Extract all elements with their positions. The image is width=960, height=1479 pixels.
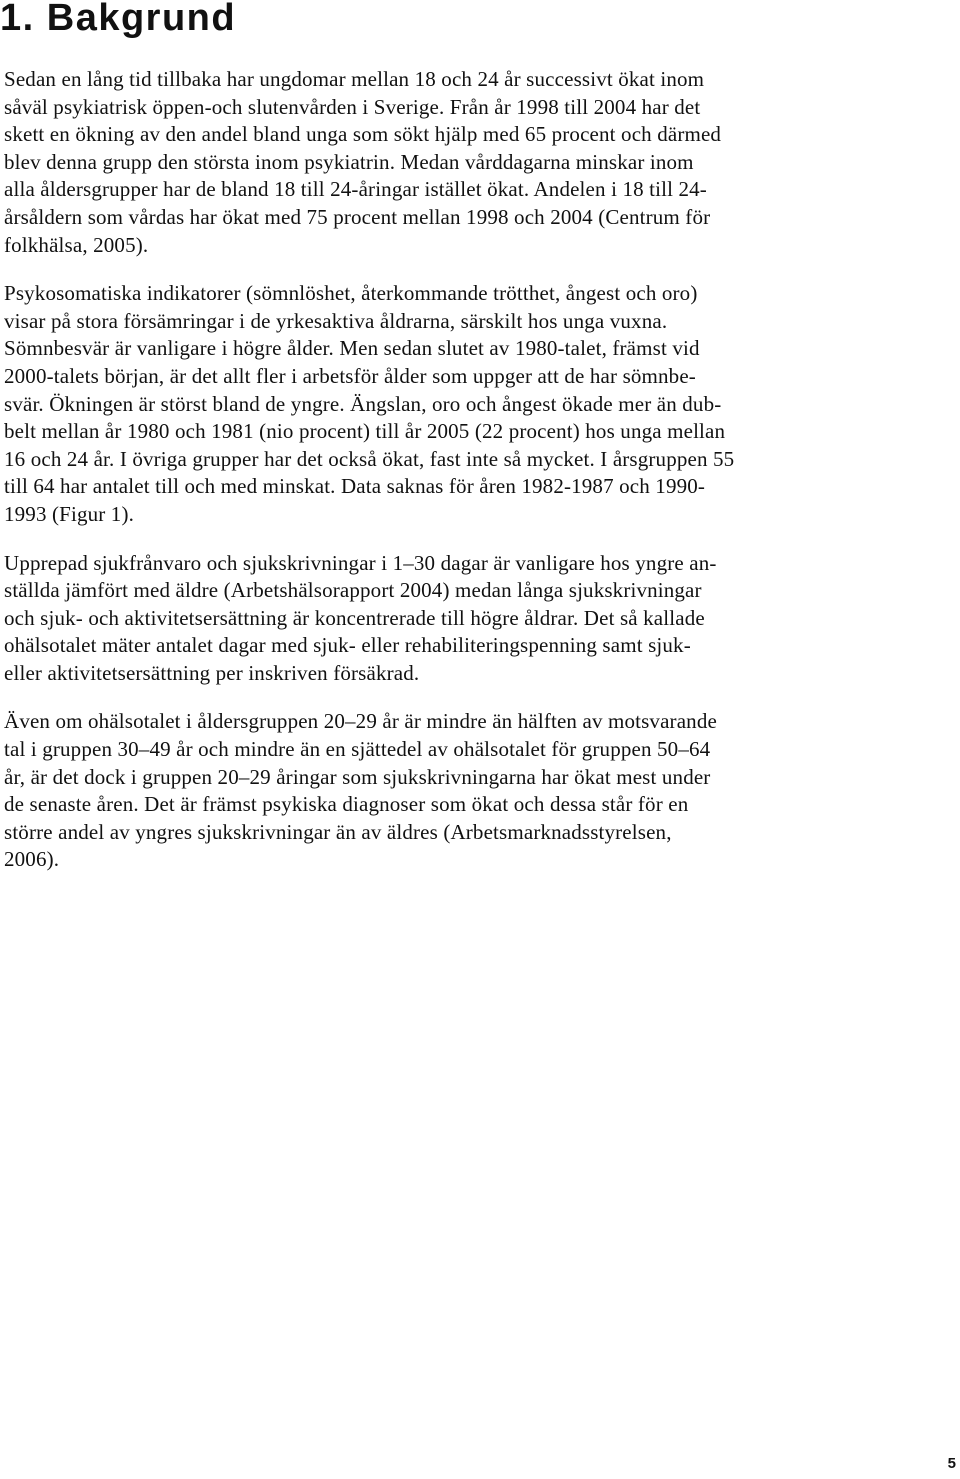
text-line: 1993 (Figur 1). — [4, 501, 134, 526]
text-line: Sedan en lång tid tillbaka har ungdomar mellan 18 och 24 år successivt ökat inom — [4, 67, 705, 91]
text-line: skett en ökning av den andel bland unga som sökt hjälp med 65 procent och därmed — [4, 122, 722, 147]
text-line: och sjuk- och aktivitetsersättning är koncentrerade till högre åldrar. Det så kallade — [4, 605, 705, 630]
text-line: belt mellan år 1980 och 1981 (nio procent) till år 2005 (22 procent) hos unga mellan — [4, 419, 726, 444]
text-line: folkhälsa, 2005). — [4, 232, 149, 257]
text-line: eller aktivitetsersättning per inskriven försäkrad. — [4, 660, 420, 685]
text-line: svär. Ökningen är störst bland de yngre. Ängslan, oro och ångest ökade mer än dub- — [4, 391, 722, 416]
text-line: såväl psykiatrisk öppen-och slutenvården i Sverige. Från år 1998 till 2004 har det — [4, 94, 701, 119]
text-line: Psykosomatiska indikatorer (sömnlöshet, återkommande trötthet, ångest och oro) — [4, 281, 698, 306]
paragraph-sick-leave — [4, 550, 916, 688]
text-line: 16 och 24 år. I övriga grupper har det också ökat, fast inte så mycket. I årsgruppen 55 — [4, 446, 735, 471]
text-line: tal i gruppen 30–49 år och mindre än en sjättedel av ohälsotalet för gruppen 50–64 — [4, 737, 711, 762]
text-line: alla åldersgrupper har de bland 18 till 24-åringar istället ökat. Andelen i 18 till 24- — [4, 177, 707, 202]
text-line: 2000-talets början, är det allt fler i arbetsför ålder som uppger att de har sömnbe- — [4, 363, 696, 388]
paragraph-youth-psychiatry — [4, 66, 916, 259]
text-line: 2006). — [4, 847, 60, 872]
paragraph-ill-health-rate — [4, 708, 916, 874]
text-line: årsåldern som vårdas har ökat med 75 procent mellan 1998 och 2004 (Centrum för — [4, 204, 711, 229]
page-number: 5 — [947, 1455, 956, 1472]
text-line: Upprepad sjukfrånvaro och sjukskrivningar i 1–30 dagar är vanligare hos yngre an- — [4, 550, 717, 575]
body-text — [4, 66, 916, 895]
text-line: blev denna grupp den största inom psykiatrin. Medan vårddagarna minskar inom — [4, 149, 694, 174]
text-line: Även om ohälsotalet i åldersgruppen 20–29 år är mindre än hälften av motsvarande — [4, 709, 717, 734]
text-line: år, är det dock i gruppen 20–29 åringar som sjukskrivningarna har ökat mest under — [4, 764, 711, 789]
text-line: Sömnbesvär är vanligare i högre ålder. Men sedan slutet av 1980-talet, främst vid — [4, 336, 700, 361]
section-heading: 1. Bakgrund — [0, 0, 237, 39]
paragraph-psychosomatic-indicators — [4, 280, 916, 528]
text-line: visar på stora försämringar i de yrkesaktiva åldrarna, särskilt hos unga vuxna. — [4, 308, 668, 333]
text-line: ställda jämfört med äldre (Arbetshälsorapport 2004) medan långa sjukskrivningar — [4, 578, 702, 603]
text-line: till 64 har antalet till och med minskat. Data saknas för åren 1982-1987 och 1990- — [4, 474, 706, 499]
text-line: ohälsotalet mäter antalet dagar med sjuk- eller rehabiliteringspenning samt sjuk- — [4, 633, 691, 658]
text-line: större andel av yngres sjukskrivningar än av äldres (Arbetsmarknadsstyrelsen, — [4, 819, 672, 844]
text-line: de senaste åren. Det är främst psykiska diagnoser som ökat och dessa står för en — [4, 792, 689, 817]
